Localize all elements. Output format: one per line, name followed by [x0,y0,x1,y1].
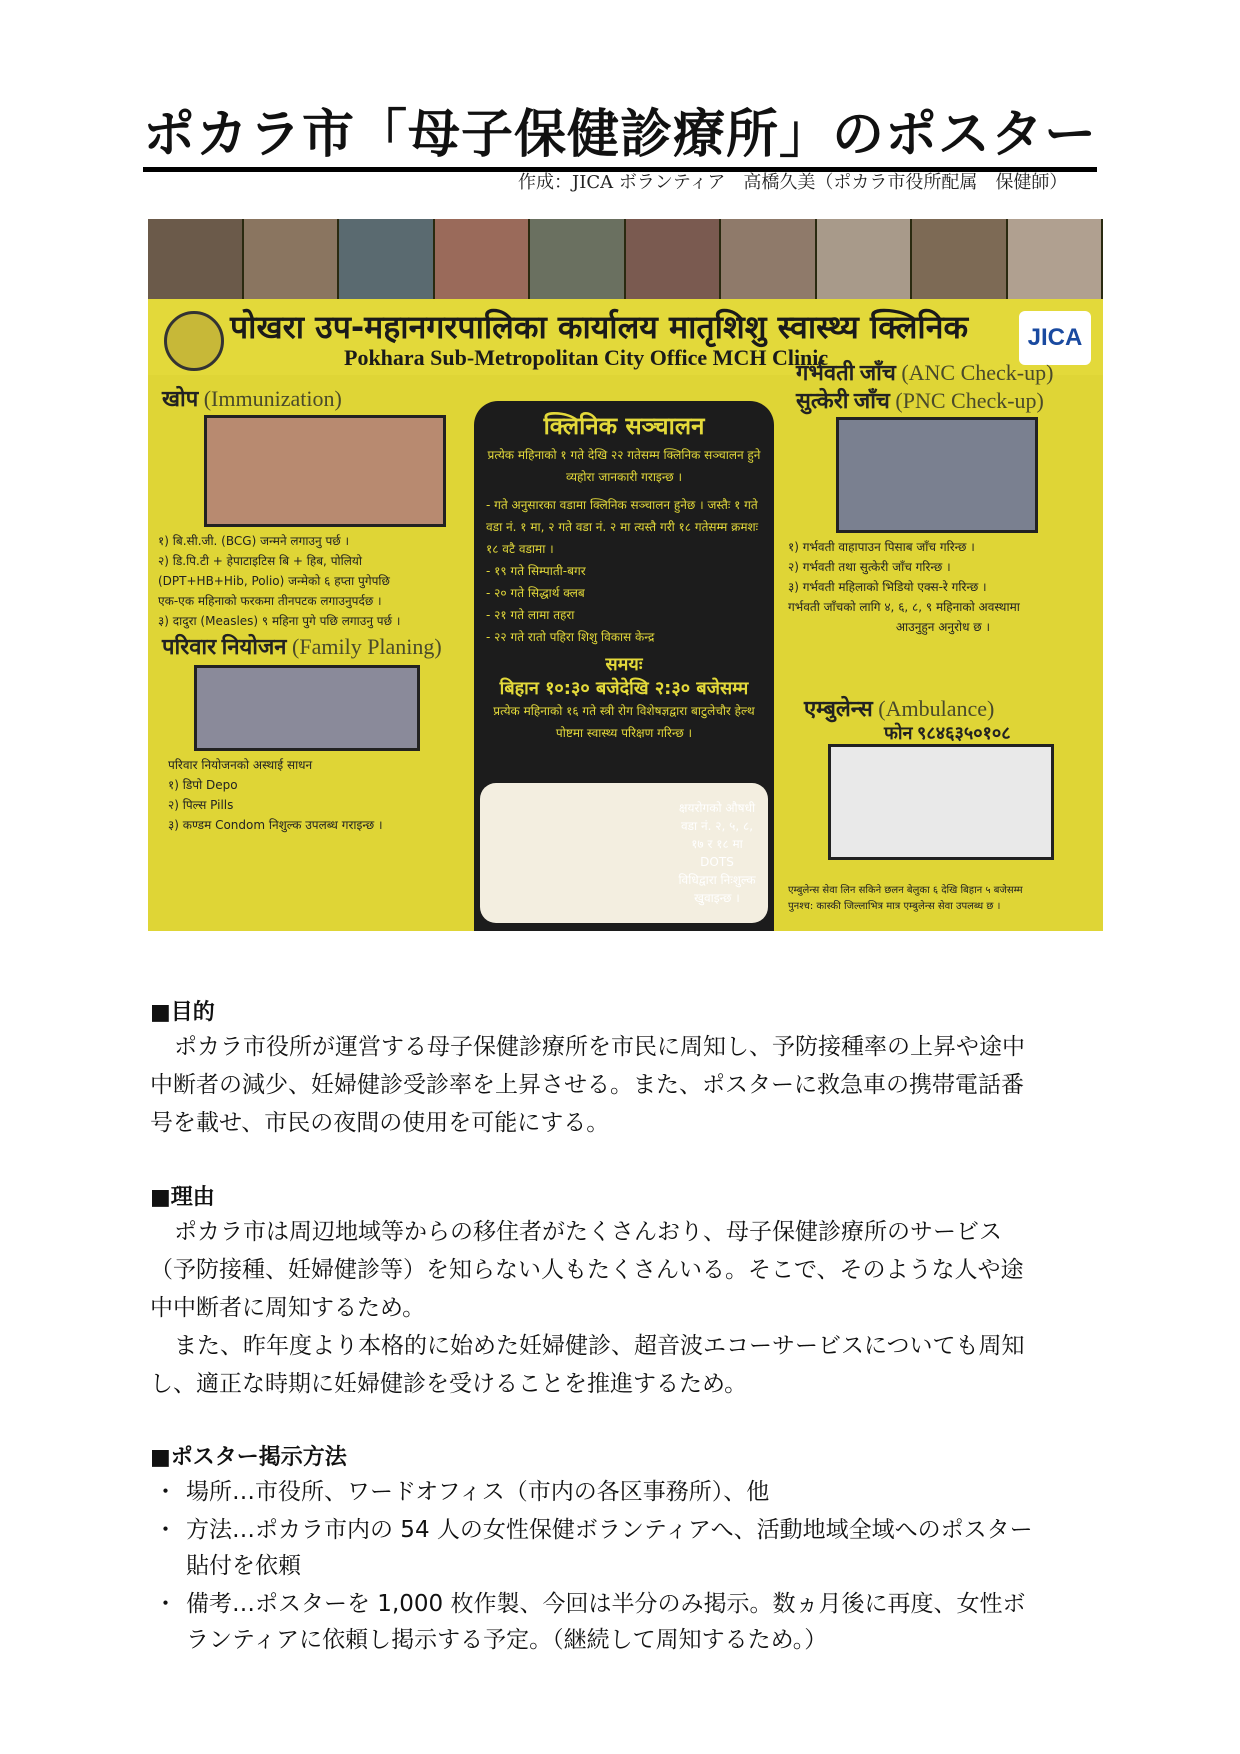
jica-logo: JICA [1019,311,1091,365]
clinic-time: बिहान १०:३० बजेदेखि २:३० बजेसम्म [499,678,749,699]
method-bullet-method: ・ 方法…ポカラ市内の 54 人の女性保健ボランティアへ、活動地域全域へのポスター 貼付を依頼 [154,1517,1033,1579]
reason-text: ポカラ市は周辺地域等からの移住者がたくさんおり、母子保健診療所のサービス （予防接種、妊婦健診等）を知らない人もたくさんいる。そこで、そのような人や途 中中断者に周知するため。 また、昨年度より本格的に始めた妊婦健診、超音波エコーサービスについても周知 し、適正な時期に妊婦健診を受けることを推進するため。 [150,1219,1025,1397]
ambulance-photo [828,744,1054,860]
poster-english-title: Pokhara Sub-Metropolitan City Office MCH Clinic [344,345,829,370]
family-planning-photo [194,665,420,751]
ambulance-heading: एम्बुलेन्स (Ambulance) [804,696,995,721]
reason-heading: ■理由 [150,1185,215,1210]
clinic-items: - गते अनुसारका वडामा क्लिनिक सञ्चालन हुनेछ । जस्तैः १ गते वडा नं. १ मा, २ गते वडा नं. २ मा त्यस्तै गरी १८ गतेसम्म क्रमशः १८ वटै वडामा । - १९ गते सिम्पाती-बगर - २० गते सिद्धार्थ क्लब - २१ गते लामा तहरा - २२ गते रातो पहिरा शिशु विकास केन्द्र [486,498,759,644]
ambulance-phone: फोन ९८४६३५०१०८ [884,723,1011,743]
pnc-heading: सुत्केरी जाँच (PNC Check-up) [796,388,1044,413]
immunization-heading: खोप (Immunization) [162,386,342,411]
poster-nepali-title: पोखरा उप-महानगरपालिका कार्यालय मातृशिशु स्वास्थ्य क्लिनिक [230,308,969,346]
clinic-schedule-panel [474,401,774,931]
author-line: 作成：JICA ボランティア 高橋久美（ポカラ市役所配属 保健師） [518,172,1068,193]
poster-image [148,219,1103,931]
method-bullet-note: ・ 備考…ポスターを 1,000 枚作製、今回は半分のみ掲示。数ヵ月後に再度、女性ボ ランティアに依頼し掲示する予定。（継続して周知するため。） [154,1591,1026,1653]
family-planning-list: परिवार नियोजनको अस्थाई साधन १) डिपो Depo २) पिल्स Pills ३) कण्डम Condom निशुल्क उपलब्ध गराइन्छ । [168,758,383,832]
clinic-time-label: समयः [605,654,643,675]
photo-strip [148,219,1103,299]
ambulance-note: एम्बुलेन्स सेवा लिन सकिने छलन बेलुका ६ देखि बिहान ५ बजेसम्म पुनश्च: कास्की जिल्लाभित्र मात्र एम्बुलेन्स सेवा उपलब्ध छ । [788,885,1023,912]
anc-list: १) गर्भवती वाहापाउन पिसाब जाँच गरिन्छ । २) गर्भवती तथा सुत्केरी जाँच गरिन्छ । ३) गर्भवती महिलाको भिडियो एक्स-रे गरिन्छ । गर्भवती जाँचको लागि ४, ६, ८, ९ महिनाको अवस्थामा आउनुहुन अनुरोध छ । [788,540,1020,634]
page-title: ポカラ市「母子保健診療所」のポスター [0,92,1240,167]
purpose-heading: ■目的 [150,1000,215,1025]
anc-photo [836,417,1038,533]
method-bullet-location: ・ 場所…市役所、ワードオフィス（市内の各区事務所）、他 [154,1479,770,1505]
clinic-intro: प्रत्येक महिनाको १ गते देखि २२ गतेसम्म क्लिनिक सञ्चालन हुने व्यहोरा जानकारी गराइन्छ । [487,448,761,484]
anc-heading: गर्भवती जाँच (ANC Check-up) [796,360,1054,385]
method-heading: ■ポスター掲示方法 [150,1445,347,1470]
purpose-text: ポカラ市役所が運営する母子保健診療所を市民に周知し、予防接種率の上昇や途中 中断者の減少、妊婦健診受診率を上昇させる。また、ポスターに救急車の携帯電話番 号を載せ、市民の夜間の使用を可能にする。 [150,1034,1025,1136]
immunization-photo [204,415,446,527]
dots-info: क्षयरोगको औषधी वडा नं. २, ५, ८, १७ र १८ मा DOTS विधिद्वारा निःशुल्क खुवाइन्छ । [678,801,756,905]
clinic-heading: क्लिनिक सञ्चालन [543,412,705,440]
city-logo-icon [164,311,224,371]
clinic-note: प्रत्येक महिनाको १६ गते स्त्री रोग विशेषज्ञद्वारा बाटुलेचौर हेल्थ पोष्टमा स्वास्थ्य परिक्षण गरिन्छ । [493,704,755,740]
immunization-list: १) बि.सी.जी. (BCG) जन्मने लगाउनु पर्छ । २) डि.पि.टी + हेपाटाइटिस बि + हिब, पोलियो (DPT+HB+Hib, Polio) जन्मेको ६ हप्ता पुगेपछि एक-एक महिनाको फरकमा तीनपटक लगाउनुपर्दछ । ३) दादुरा (Measles) ९ महिना पुगे पछि लगाउनु पर्छ । [158,534,401,628]
family-planning-heading: परिवार नियोजन (Family Planing) [162,634,442,659]
